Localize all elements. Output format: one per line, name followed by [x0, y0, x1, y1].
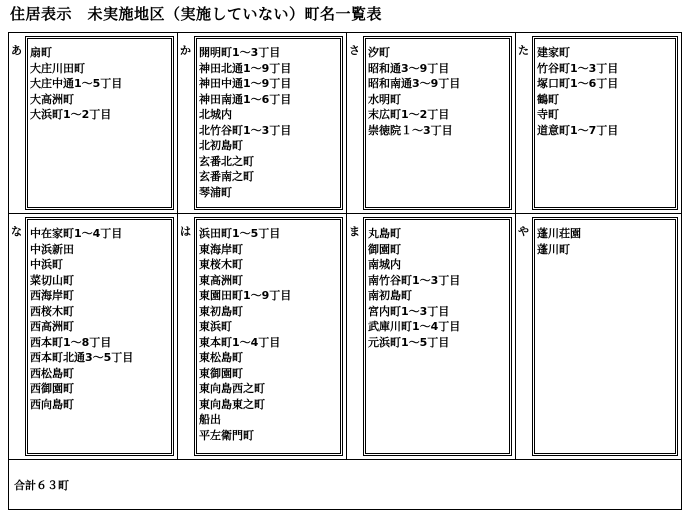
- kana-group: [177, 214, 346, 459]
- total-label: 合計６３町: [14, 478, 69, 492]
- kana-group: [9, 214, 177, 459]
- list-item: 中浜町: [30, 258, 63, 271]
- list-item: 東松島町: [199, 351, 243, 364]
- list-item: 昭和南通3～9丁目: [368, 77, 461, 90]
- town-list: [194, 36, 343, 210]
- table-row: [9, 33, 681, 214]
- page-title: 住居表示 未実施地区（実施していない）町名一覧表: [10, 5, 383, 23]
- kana-heading: ま: [349, 225, 360, 238]
- list-item: 蓬川町: [537, 242, 570, 256]
- town-list: [532, 36, 678, 210]
- kana-group: [346, 214, 515, 459]
- list-item: 崇徳院１～3丁目: [368, 123, 453, 137]
- list-item: 東高洲町: [199, 273, 243, 287]
- list-item: 開明町1～3丁目: [199, 46, 281, 59]
- kana-heading: は: [180, 225, 191, 238]
- list-item: 大庄川田町: [30, 61, 85, 75]
- list-item: 水明町: [368, 92, 401, 106]
- kana-heading: か: [180, 44, 191, 57]
- list-item: 鶴町: [537, 92, 559, 106]
- kana-group: [515, 214, 681, 459]
- list-item: 道意町1～7丁目: [537, 123, 619, 137]
- list-item: 丸島町: [368, 227, 401, 240]
- list-item: 竹谷町1～3丁目: [537, 61, 619, 75]
- total-cell: [9, 460, 681, 509]
- kana-heading: あ: [11, 44, 22, 57]
- list-item: 東海岸町: [199, 242, 243, 256]
- list-item: 菜切山町: [30, 273, 74, 287]
- town-list: [194, 217, 343, 456]
- town-list: [363, 36, 512, 210]
- list-item: 塚口町1～6丁目: [537, 77, 619, 90]
- kana-group: [346, 33, 515, 213]
- list-item: 神田北通1～9丁目: [199, 61, 292, 75]
- list-item: 西松島町: [30, 366, 74, 380]
- list-item: 大庄中通1～5丁目: [30, 77, 123, 90]
- list-item: 中浜新田: [30, 242, 74, 256]
- list-item: 東園田町1～9丁目: [199, 289, 292, 302]
- list-item: 船出: [199, 413, 221, 426]
- list-item: 元浜町1～5丁目: [368, 335, 450, 349]
- list-item: 南竹谷町1～3丁目: [368, 273, 461, 287]
- list-item: 神田中通1～9丁目: [199, 77, 292, 90]
- list-item: 北初島町: [199, 139, 243, 152]
- town-list: [363, 217, 512, 456]
- list-item: 中在家町1～4丁目: [30, 227, 123, 240]
- kana-heading: た: [518, 44, 529, 57]
- list-item: 西本町1～8丁目: [30, 335, 112, 349]
- list-item: 西向島町: [30, 397, 74, 411]
- list-item: 扇町: [30, 46, 52, 59]
- list-item: 寺町: [537, 108, 559, 121]
- list-item: 玄番南之町: [199, 170, 254, 183]
- list-item: 北城内: [199, 108, 232, 121]
- list-item: 西御園町: [30, 382, 74, 395]
- kana-heading: さ: [349, 44, 360, 57]
- list-item: 東桜木町: [199, 258, 243, 271]
- list-item: 浜田町1～5丁目: [199, 227, 281, 240]
- town-table: [8, 32, 682, 510]
- list-item: 武庫川町1～4丁目: [368, 320, 461, 333]
- kana-heading: な: [11, 225, 22, 238]
- list-item: 玄番北之町: [199, 154, 254, 168]
- list-item: 北竹谷町1～3丁目: [199, 123, 292, 137]
- kana-heading: や: [518, 225, 529, 238]
- list-item: 南初島町: [368, 289, 412, 302]
- kana-group: [177, 33, 346, 213]
- list-item: 西高洲町: [30, 320, 74, 333]
- list-item: 平左衛門町: [199, 428, 254, 442]
- list-item: 大浜町1～2丁目: [30, 108, 112, 121]
- list-item: 西海岸町: [30, 289, 74, 302]
- town-list: [25, 217, 174, 456]
- kana-group: [9, 33, 177, 213]
- list-item: 昭和通3～9丁目: [368, 61, 450, 75]
- list-item: 西本町北通3～5丁目: [30, 351, 134, 364]
- list-item: 汐町: [368, 46, 390, 59]
- town-list: [532, 217, 678, 456]
- list-item: 末広町1～2丁目: [368, 108, 450, 121]
- list-item: 東浜町: [199, 320, 232, 333]
- kana-group: [515, 33, 681, 213]
- list-item: 御園町: [368, 242, 401, 256]
- list-item: 蓬川荘園: [537, 227, 581, 240]
- list-item: 神田南通1～6丁目: [199, 92, 292, 106]
- list-item: 西桜木町: [30, 304, 74, 318]
- list-item: 大高洲町: [30, 92, 74, 106]
- list-item: 東向島西之町: [199, 382, 265, 395]
- list-item: 南城内: [368, 258, 401, 271]
- list-item: 建家町: [537, 46, 570, 59]
- list-item: 宮内町1～3丁目: [368, 304, 450, 318]
- table-row: [9, 214, 681, 460]
- list-item: 東初島町: [199, 304, 243, 318]
- town-list: [25, 36, 174, 210]
- list-item: 琴浦町: [199, 185, 232, 199]
- list-item: 東本町1～4丁目: [199, 335, 281, 349]
- list-item: 東御園町: [199, 366, 243, 380]
- list-item: 東向島東之町: [199, 397, 265, 411]
